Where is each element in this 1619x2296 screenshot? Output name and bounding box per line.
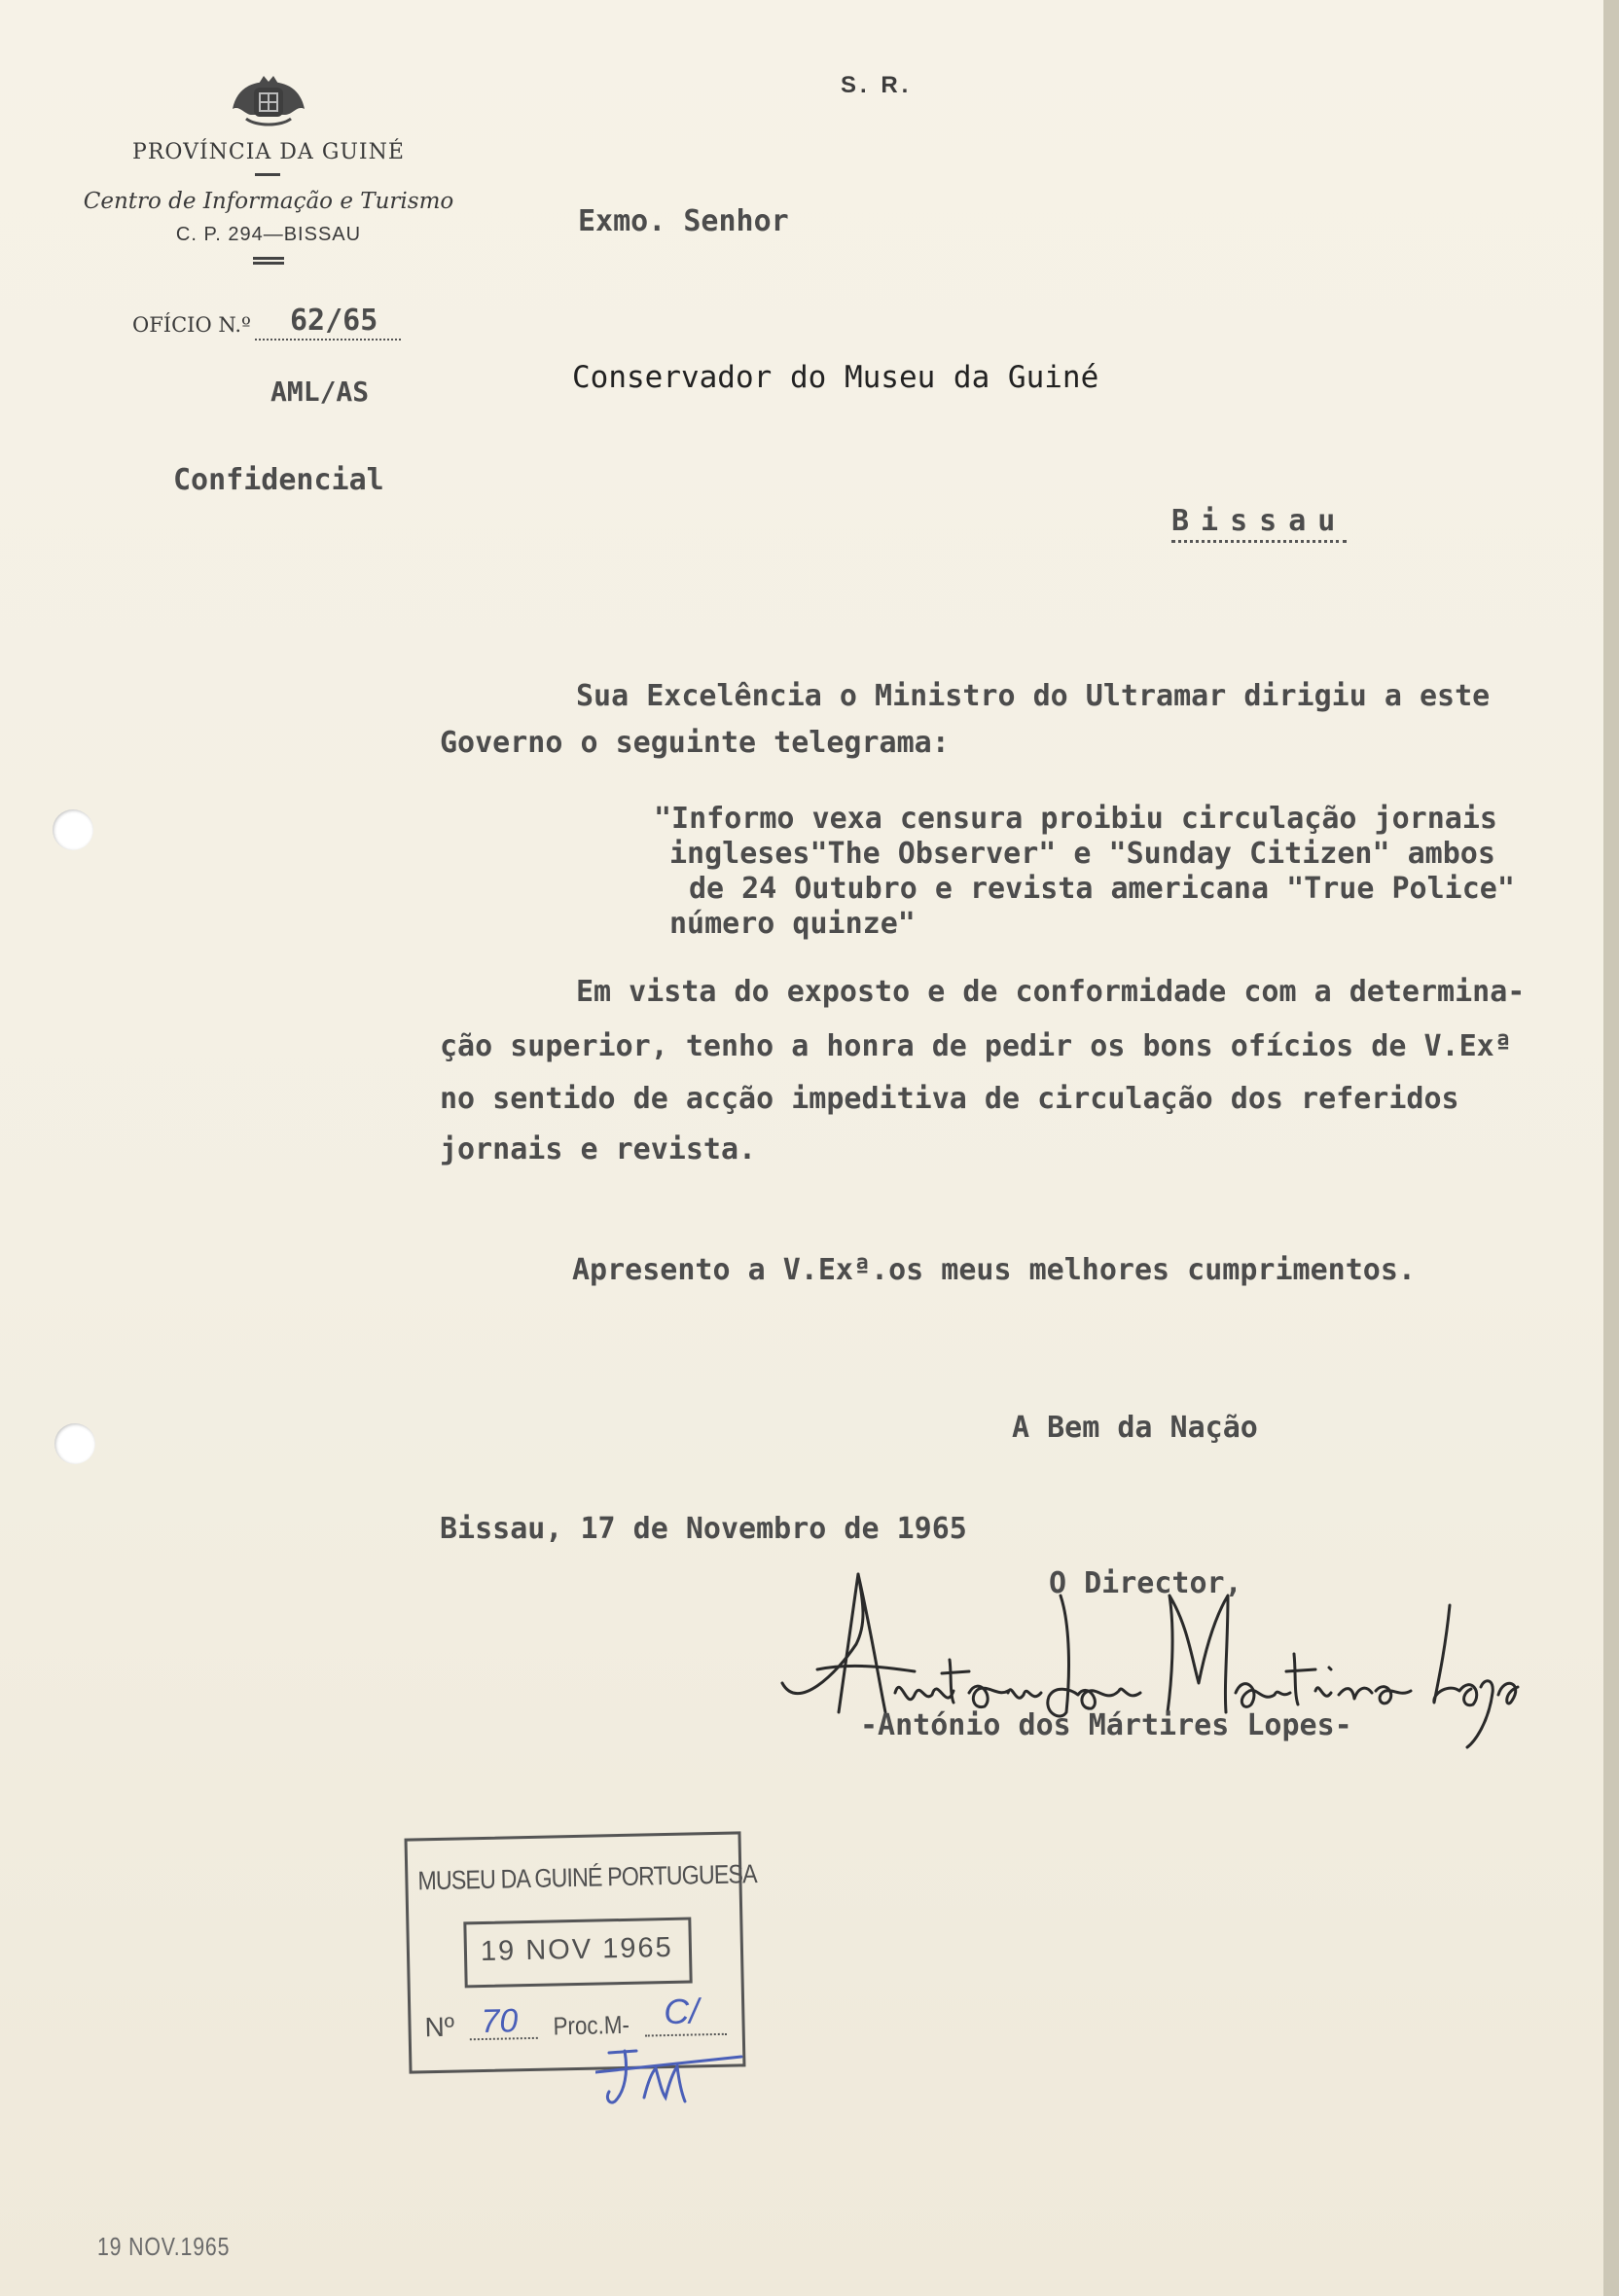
para-line-4: jornais e revista. (440, 1132, 757, 1166)
classification: Confidencial (173, 463, 384, 497)
top-mark: S. R. (841, 72, 913, 98)
quote-line-1: "Informo vexa censura proibiu circulação jornais (654, 802, 1497, 836)
director-title: O Director, (1049, 1566, 1242, 1600)
place-date: Bissau, 17 de Novembro de 1965 (440, 1512, 967, 1546)
punch-hole-bottom (54, 1423, 95, 1464)
stamp-proc-label: Proc.M- (553, 2009, 630, 2041)
museum-reception-stamp (405, 1831, 758, 2073)
motto: A Bem da Nação (1012, 1411, 1258, 1445)
punch-hole-top (53, 809, 93, 850)
handwritten-initials (595, 2043, 751, 2111)
footer-date-stamp: 19 NOV.1965 (97, 2232, 231, 2261)
letterhead-rule (255, 173, 280, 176)
quote-line-3: de 24 Outubro e revista americana "True Police" (689, 872, 1515, 906)
coat-of-arms-icon (227, 72, 310, 134)
stamp-date-box (463, 1917, 692, 1988)
stamp-date: 19 NOV 1965 (480, 1931, 673, 1968)
para-line-2: ção superior, tenho a honra de pedir os bons ofícios de V.Exª (440, 1029, 1512, 1063)
closing-line: Apresento a V.Exª.os meus melhores cumprimentos. (572, 1253, 1416, 1287)
quote-line-4: número quinze" (669, 907, 916, 941)
stamp-proc-dots (645, 2033, 727, 2037)
letterhead-rule-double (253, 257, 284, 265)
stamp-no-value: 70 (481, 2002, 519, 2041)
office-name: Centro de Informação e Turismo (83, 189, 454, 214)
intro-line-2: Governo o seguinte telegrama: (440, 726, 950, 760)
reference-code: AML/AS (270, 376, 370, 408)
stamp-proc-value: C/ (663, 1991, 700, 2032)
recipient-name: Conservador do Museu da Guiné (572, 360, 1099, 395)
intro-line-1: Sua Excelência o Ministro do Ultramar dirigiu a este (576, 679, 1491, 713)
quote-line-2: ingleses"The Observer" e "Sunday Citizen" ambos (669, 837, 1495, 871)
stamp-no-label: Nº (424, 2011, 455, 2043)
oficio-dotted-line (255, 339, 401, 341)
salutation: Exmo. Senhor (578, 204, 789, 238)
oficio-label: OFÍCIO N.º (132, 313, 251, 337)
oficio-number: 62/65 (290, 304, 378, 338)
stamp-header: MUSEU DA GUINÉ PORTUGUESA (417, 1859, 758, 1896)
postal-address: C. P. 294—BISSAU (175, 224, 362, 245)
para-line-3: no sentido de acção impeditiva de circulação dos referidos (440, 1082, 1459, 1116)
director-name: -António dos Mártires Lopes- (860, 1708, 1352, 1742)
para-line-1: Em vista do exposto e de conformidade com a determina- (576, 975, 1526, 1009)
province-name: PROVÍNCIA DA GUINÉ (132, 140, 405, 164)
recipient-city: Bissau (1171, 504, 1347, 543)
